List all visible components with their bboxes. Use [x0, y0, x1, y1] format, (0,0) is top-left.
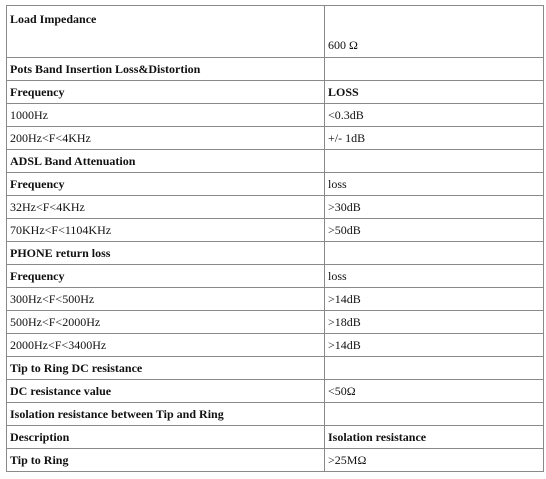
table-row — [7, 265, 544, 288]
row-label: Pots Band Insertion Loss&Distortion — [7, 58, 325, 81]
spec-table-body — [7, 6, 544, 472]
row-label: 500Hz<F<2000Hz — [7, 311, 325, 334]
table-row — [7, 380, 544, 403]
table-row — [7, 173, 544, 196]
row-value: <50Ω — [325, 380, 544, 403]
row-label: DC resistance value — [7, 380, 325, 403]
row-value: <0.3dB — [325, 104, 544, 127]
row-value — [325, 242, 544, 265]
row-label: 70KHz<F<1104KHz — [7, 219, 325, 242]
row-label: Frequency — [7, 81, 325, 104]
table-row — [7, 426, 544, 449]
row-value: Isolation resistance — [325, 426, 544, 449]
row-label: 32Hz<F<4KHz — [7, 196, 325, 219]
table-row — [7, 334, 544, 357]
row-value: >50dB — [325, 219, 544, 242]
table-row — [7, 219, 544, 242]
row-value: loss — [325, 265, 544, 288]
row-value: >14dB — [325, 334, 544, 357]
spec-table — [6, 5, 544, 472]
row-value — [325, 357, 544, 380]
row-label: Isolation resistance between Tip and Ring — [7, 403, 325, 426]
table-row — [7, 196, 544, 219]
row-value: >14dB — [325, 288, 544, 311]
table-row — [7, 6, 544, 58]
row-value: loss — [325, 173, 544, 196]
table-row — [7, 81, 544, 104]
row-value — [325, 403, 544, 426]
spec-table-container — [6, 5, 544, 472]
row-label: Frequency — [7, 265, 325, 288]
row-value — [325, 58, 544, 81]
table-row — [7, 150, 544, 173]
row-label: Load Impedance — [7, 6, 325, 58]
table-row — [7, 357, 544, 380]
row-value: +/- 1dB — [325, 127, 544, 150]
row-label: 2000Hz<F<3400Hz — [7, 334, 325, 357]
table-row — [7, 242, 544, 265]
table-row — [7, 104, 544, 127]
row-label: Frequency — [7, 173, 325, 196]
table-row — [7, 311, 544, 334]
table-row — [7, 403, 544, 426]
table-row — [7, 288, 544, 311]
row-label: Description — [7, 426, 325, 449]
row-label: 200Hz<F<4KHz — [7, 127, 325, 150]
row-value — [325, 150, 544, 173]
row-value: LOSS — [325, 81, 544, 104]
table-row — [7, 58, 544, 81]
row-label: Tip to Ring DC resistance — [7, 357, 325, 380]
row-value: >30dB — [325, 196, 544, 219]
row-value: >18dB — [325, 311, 544, 334]
table-row — [7, 127, 544, 150]
row-label: Tip to Ring — [7, 449, 325, 472]
row-value: >25MΩ — [325, 449, 544, 472]
row-label: 300Hz<F<500Hz — [7, 288, 325, 311]
row-value: 600 Ω — [325, 6, 544, 58]
row-label: 1000Hz — [7, 104, 325, 127]
row-label: PHONE return loss — [7, 242, 325, 265]
row-label: ADSL Band Attenuation — [7, 150, 325, 173]
table-row — [7, 449, 544, 472]
